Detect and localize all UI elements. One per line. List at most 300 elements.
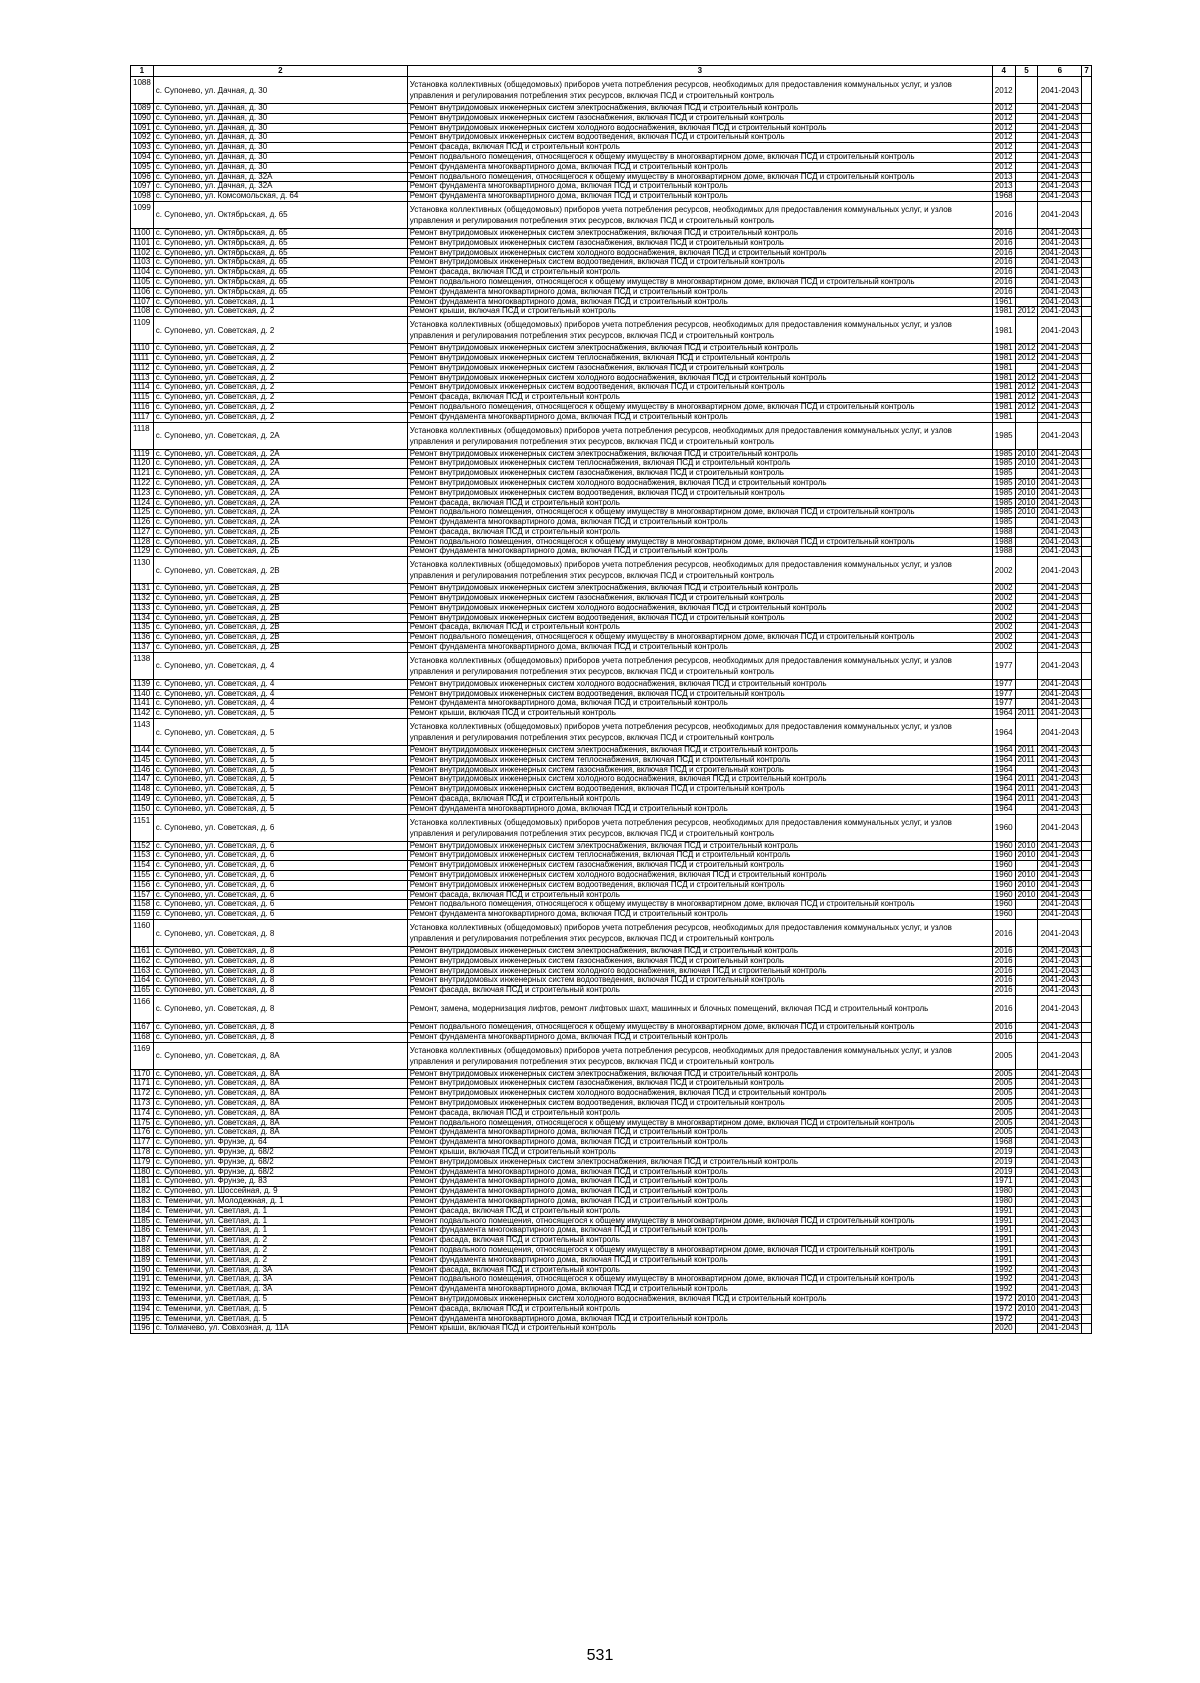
work-cell: Ремонт фасада, включая ПСД и строительный контроль	[407, 268, 992, 278]
empty-cell	[1082, 851, 1091, 861]
work-cell: Ремонт фасада, включая ПСД и строительный контроль	[407, 1108, 992, 1118]
row-number-cell: 1111	[131, 353, 154, 363]
empty-cell	[1082, 594, 1091, 604]
last-repair-year-cell	[1015, 1118, 1038, 1128]
empty-cell	[1082, 584, 1091, 594]
works-table	[130, 65, 1092, 1334]
address-cell: с. Супонево, ул. Октябрьская, д. 65	[153, 277, 407, 287]
work-cell: Установка коллективных (общедомовых) приборов учета потребления ресурсов, необходимых для предоставления коммунальных услуг, и узлов управления и регулирования потребления этих ресурсов, включая ПСД и строительный контроль	[407, 814, 992, 841]
year-built-cell: 1977	[992, 689, 1015, 699]
work-cell: Ремонт внутридомовых инженерных систем водоотведения, включая ПСД и строительный контроль	[407, 689, 992, 699]
last-repair-year-cell	[1015, 123, 1038, 133]
planned-period-cell: 2041-2043	[1038, 1285, 1082, 1295]
empty-cell	[1082, 478, 1091, 488]
last-repair-year-cell: 2012	[1015, 393, 1038, 403]
last-repair-year-cell: 2011	[1015, 746, 1038, 756]
planned-period-cell: 2041-2043	[1038, 633, 1082, 643]
row-number-cell: 1128	[131, 537, 154, 547]
year-built-cell: 1988	[992, 547, 1015, 557]
address-cell: с. Супонево, ул. Советская, д. 2А	[153, 498, 407, 508]
table-row	[131, 113, 1092, 123]
last-repair-year-cell: 2010	[1015, 890, 1038, 900]
row-number-cell: 1141	[131, 699, 154, 709]
year-built-cell: 2002	[992, 633, 1015, 643]
address-cell: с. Супонево, ул. Шоссейная, д. 9	[153, 1187, 407, 1197]
last-repair-year-cell	[1015, 633, 1038, 643]
table-row	[131, 966, 1092, 976]
row-number-cell: 1178	[131, 1147, 154, 1157]
table-row	[131, 1138, 1092, 1148]
header-col-6: 6	[1038, 66, 1082, 77]
empty-cell	[1082, 1167, 1091, 1177]
work-cell: Ремонт внутридомовых инженерных систем водоотведения, включая ПСД и строительный контроль	[407, 133, 992, 143]
table-row	[131, 1216, 1092, 1226]
year-built-cell: 2016	[992, 995, 1015, 1022]
empty-cell	[1082, 393, 1091, 403]
table-row	[131, 920, 1092, 947]
year-built-cell: 1985	[992, 459, 1015, 469]
work-cell: Ремонт крыши, включая ПСД и строительный контроль	[407, 1147, 992, 1157]
row-number-cell: 1104	[131, 268, 154, 278]
year-built-cell: 1968	[992, 1138, 1015, 1148]
table-row	[131, 643, 1092, 653]
last-repair-year-cell	[1015, 133, 1038, 143]
year-built-cell: 1981	[992, 402, 1015, 412]
planned-period-cell: 2041-2043	[1038, 785, 1082, 795]
address-cell: с. Супонево, ул. Советская, д. 2А	[153, 508, 407, 518]
work-cell: Ремонт внутридомовых инженерных систем газоснабжения, включая ПСД и строительный контроль	[407, 238, 992, 248]
year-built-cell: 2019	[992, 1157, 1015, 1167]
address-cell: с. Супонево, ул. Советская, д. 2В	[153, 643, 407, 653]
row-number-cell: 1113	[131, 373, 154, 383]
address-cell: с. Супонево, ул. Советская, д. 5	[153, 719, 407, 746]
row-number-cell: 1098	[131, 192, 154, 202]
table-row	[131, 1275, 1092, 1285]
address-cell: с. Теменичи, ул. Светлая, д. 1	[153, 1206, 407, 1216]
address-cell: с. Супонево, ул. Октябрьская, д. 65	[153, 228, 407, 238]
row-number-cell: 1159	[131, 910, 154, 920]
row-number-cell: 1195	[131, 1314, 154, 1324]
year-built-cell: 1964	[992, 746, 1015, 756]
row-number-cell: 1143	[131, 719, 154, 746]
table-row	[131, 1089, 1092, 1099]
year-built-cell: 1985	[992, 488, 1015, 498]
last-repair-year-cell	[1015, 1167, 1038, 1177]
empty-cell	[1082, 1294, 1091, 1304]
planned-period-cell: 2041-2043	[1038, 393, 1082, 403]
table-row	[131, 133, 1092, 143]
address-cell: с. Супонево, ул. Советская, д. 2В	[153, 594, 407, 604]
table-row	[131, 518, 1092, 528]
work-cell: Ремонт внутридомовых инженерных систем водоотведения, включая ПСД и строительный контроль	[407, 785, 992, 795]
row-number-cell: 1100	[131, 228, 154, 238]
last-repair-year-cell	[1015, 956, 1038, 966]
work-cell: Ремонт внутридомовых инженерных систем теплоснабжения, включая ПСД и строительный контроль	[407, 755, 992, 765]
address-cell: с. Супонево, ул. Советская, д. 6	[153, 851, 407, 861]
empty-cell	[1082, 1138, 1091, 1148]
empty-cell	[1082, 947, 1091, 957]
planned-period-cell: 2041-2043	[1038, 1032, 1082, 1042]
address-cell: с. Супонево, ул. Советская, д. 8	[153, 976, 407, 986]
planned-period-cell: 2041-2043	[1038, 1147, 1082, 1157]
address-cell: с. Супонево, ул. Советская, д. 5	[153, 804, 407, 814]
year-built-cell: 1988	[992, 537, 1015, 547]
page-number: 531	[586, 1647, 614, 1664]
year-built-cell: 1985	[992, 508, 1015, 518]
planned-period-cell: 2041-2043	[1038, 1216, 1082, 1226]
year-built-cell: 1985	[992, 518, 1015, 528]
empty-cell	[1082, 920, 1091, 947]
table-row	[131, 449, 1092, 459]
row-number-cell: 1156	[131, 880, 154, 890]
last-repair-year-cell: 2010	[1015, 508, 1038, 518]
last-repair-year-cell	[1015, 238, 1038, 248]
planned-period-cell: 2041-2043	[1038, 201, 1082, 228]
planned-period-cell: 2041-2043	[1038, 1138, 1082, 1148]
planned-period-cell: 2041-2043	[1038, 1206, 1082, 1216]
planned-period-cell: 2041-2043	[1038, 1275, 1082, 1285]
empty-cell	[1082, 1022, 1091, 1032]
table-row	[131, 1236, 1092, 1246]
last-repair-year-cell	[1015, 317, 1038, 344]
last-repair-year-cell	[1015, 422, 1038, 449]
row-number-cell: 1097	[131, 182, 154, 192]
empty-cell	[1082, 1147, 1091, 1157]
table-row	[131, 307, 1092, 317]
address-cell: с. Супонево, ул. Советская, д. 2В	[153, 623, 407, 633]
empty-cell	[1082, 77, 1091, 104]
planned-period-cell: 2041-2043	[1038, 1022, 1082, 1032]
work-cell: Установка коллективных (общедомовых) приборов учета потребления ресурсов, необходимых для предоставления коммунальных услуг, и узлов управления и регулирования потребления этих ресурсов, включая ПСД и строительный контроль	[407, 719, 992, 746]
empty-cell	[1082, 652, 1091, 679]
address-cell: с. Супонево, ул. Дачная, д. 30	[153, 162, 407, 172]
address-cell: с. Супонево, ул. Дачная, д. 30	[153, 143, 407, 153]
work-cell: Ремонт внутридомовых инженерных систем холодного водоснабжения, включая ПСД и строительный контроль	[407, 966, 992, 976]
planned-period-cell: 2041-2043	[1038, 851, 1082, 861]
planned-period-cell: 2041-2043	[1038, 679, 1082, 689]
empty-cell	[1082, 1196, 1091, 1206]
year-built-cell: 1964	[992, 785, 1015, 795]
address-cell: с. Супонево, ул. Дачная, д. 32А	[153, 182, 407, 192]
work-cell: Ремонт внутридомовых инженерных систем холодного водоснабжения, включая ПСД и строительный контроль	[407, 603, 992, 613]
address-cell: с. Супонево, ул. Советская, д. 2	[153, 383, 407, 393]
year-built-cell: 1960	[992, 900, 1015, 910]
last-repair-year-cell: 2011	[1015, 775, 1038, 785]
work-cell: Ремонт фундамента многоквартирного дома, включая ПСД и строительный контроль	[407, 1177, 992, 1187]
last-repair-year-cell	[1015, 986, 1038, 996]
empty-cell	[1082, 1285, 1091, 1295]
last-repair-year-cell	[1015, 995, 1038, 1022]
row-number-cell: 1137	[131, 643, 154, 653]
table-row	[131, 77, 1092, 104]
year-built-cell: 1985	[992, 469, 1015, 479]
year-built-cell: 2005	[992, 1079, 1015, 1089]
table-row	[131, 594, 1092, 604]
address-cell: с. Супонево, ул. Советская, д. 1	[153, 297, 407, 307]
last-repair-year-cell	[1015, 584, 1038, 594]
table-row	[131, 1304, 1092, 1314]
address-cell: с. Супонево, ул. Советская, д. 2Б	[153, 537, 407, 547]
last-repair-year-cell: 2010	[1015, 1304, 1038, 1314]
last-repair-year-cell	[1015, 172, 1038, 182]
table-row	[131, 584, 1092, 594]
planned-period-cell: 2041-2043	[1038, 1187, 1082, 1197]
planned-period-cell: 2041-2043	[1038, 258, 1082, 268]
address-cell: с. Толмачево, ул. Совхозная, д. 11А	[153, 1324, 407, 1334]
planned-period-cell: 2041-2043	[1038, 880, 1082, 890]
planned-period-cell: 2041-2043	[1038, 268, 1082, 278]
year-built-cell: 2002	[992, 623, 1015, 633]
last-repair-year-cell	[1015, 1098, 1038, 1108]
planned-period-cell: 2041-2043	[1038, 1079, 1082, 1089]
planned-period-cell: 2041-2043	[1038, 277, 1082, 287]
empty-cell	[1082, 228, 1091, 238]
work-cell: Ремонт фундамента многоквартирного дома, включая ПСД и строительный контроль	[407, 1196, 992, 1206]
address-cell: с. Супонево, ул. Дачная, д. 30	[153, 123, 407, 133]
empty-cell	[1082, 143, 1091, 153]
last-repair-year-cell	[1015, 469, 1038, 479]
year-built-cell: 1985	[992, 478, 1015, 488]
row-number-cell: 1182	[131, 1187, 154, 1197]
address-cell: с. Супонево, ул. Советская, д. 2	[153, 412, 407, 422]
planned-period-cell: 2041-2043	[1038, 402, 1082, 412]
work-cell: Ремонт фундамента многоквартирного дома, включая ПСД и строительный контроль	[407, 287, 992, 297]
address-cell: с. Супонево, ул. Советская, д. 8А	[153, 1079, 407, 1089]
work-cell: Ремонт внутридомовых инженерных систем водоотведения, включая ПСД и строительный контроль	[407, 383, 992, 393]
planned-period-cell: 2041-2043	[1038, 182, 1082, 192]
address-cell: с. Супонево, ул. Советская, д. 2	[153, 393, 407, 403]
address-cell: с. Супонево, ул. Советская, д. 8А	[153, 1069, 407, 1079]
planned-period-cell: 2041-2043	[1038, 1245, 1082, 1255]
year-built-cell: 1960	[992, 814, 1015, 841]
row-number-cell: 1191	[131, 1275, 154, 1285]
planned-period-cell: 2041-2043	[1038, 192, 1082, 202]
address-cell: с. Супонево, ул. Советская, д. 6	[153, 861, 407, 871]
row-number-cell: 1094	[131, 152, 154, 162]
table-row	[131, 469, 1092, 479]
planned-period-cell: 2041-2043	[1038, 603, 1082, 613]
row-number-cell: 1188	[131, 1245, 154, 1255]
empty-cell	[1082, 804, 1091, 814]
row-number-cell: 1142	[131, 709, 154, 719]
planned-period-cell: 2041-2043	[1038, 307, 1082, 317]
empty-cell	[1082, 880, 1091, 890]
empty-cell	[1082, 1216, 1091, 1226]
row-number-cell: 1146	[131, 765, 154, 775]
address-cell: с. Теменичи, ул. Светлая, д. 3А	[153, 1275, 407, 1285]
table-row	[131, 1285, 1092, 1295]
address-cell: с. Супонево, ул. Фрунзе, д. 64	[153, 1138, 407, 1148]
last-repair-year-cell	[1015, 113, 1038, 123]
planned-period-cell: 2041-2043	[1038, 871, 1082, 881]
work-cell: Ремонт фундамента многоквартирного дома, включая ПСД и строительный контроль	[407, 1285, 992, 1295]
last-repair-year-cell	[1015, 527, 1038, 537]
table-row	[131, 498, 1092, 508]
year-built-cell: 2002	[992, 584, 1015, 594]
empty-cell	[1082, 192, 1091, 202]
table-row	[131, 422, 1092, 449]
address-cell: с. Супонево, ул. Советская, д. 8	[153, 1022, 407, 1032]
row-number-cell: 1107	[131, 297, 154, 307]
year-built-cell: 1960	[992, 880, 1015, 890]
last-repair-year-cell: 2010	[1015, 871, 1038, 881]
row-number-cell: 1157	[131, 890, 154, 900]
work-cell: Ремонт внутридомовых инженерных систем газоснабжения, включая ПСД и строительный контроль	[407, 765, 992, 775]
year-built-cell: 1985	[992, 449, 1015, 459]
address-cell: с. Супонево, ул. Советская, д. 8	[153, 986, 407, 996]
empty-cell	[1082, 104, 1091, 114]
year-built-cell: 2016	[992, 1032, 1015, 1042]
last-repair-year-cell	[1015, 1245, 1038, 1255]
row-number-cell: 1193	[131, 1294, 154, 1304]
table-row	[131, 785, 1092, 795]
year-built-cell: 1964	[992, 775, 1015, 785]
empty-cell	[1082, 344, 1091, 354]
planned-period-cell: 2041-2043	[1038, 353, 1082, 363]
planned-period-cell: 2041-2043	[1038, 133, 1082, 143]
planned-period-cell: 2041-2043	[1038, 527, 1082, 537]
work-cell: Ремонт подвального помещения, относящегося к общему имуществу в многоквартирном доме, включая ПСД и строительный контроль	[407, 1245, 992, 1255]
work-cell: Ремонт фундамента многоквартирного дома, включая ПСД и строительный контроль	[407, 1128, 992, 1138]
table-row	[131, 652, 1092, 679]
planned-period-cell: 2041-2043	[1038, 123, 1082, 133]
empty-cell	[1082, 353, 1091, 363]
address-cell: с. Супонево, ул. Советская, д. 5	[153, 709, 407, 719]
empty-cell	[1082, 1265, 1091, 1275]
planned-period-cell: 2041-2043	[1038, 699, 1082, 709]
row-number-cell: 1088	[131, 77, 154, 104]
table-row	[131, 547, 1092, 557]
address-cell: с. Супонево, ул. Советская, д. 2Б	[153, 527, 407, 537]
year-built-cell: 2002	[992, 603, 1015, 613]
row-number-cell: 1184	[131, 1206, 154, 1216]
planned-period-cell: 2041-2043	[1038, 841, 1082, 851]
last-repair-year-cell: 2010	[1015, 841, 1038, 851]
last-repair-year-cell: 2010	[1015, 478, 1038, 488]
row-number-cell: 1187	[131, 1236, 154, 1246]
row-number-cell: 1138	[131, 652, 154, 679]
table-row	[131, 1226, 1092, 1236]
row-number-cell: 1161	[131, 947, 154, 957]
row-number-cell: 1150	[131, 804, 154, 814]
work-cell: Ремонт внутридомовых инженерных систем холодного водоснабжения, включая ПСД и строительный контроль	[407, 373, 992, 383]
empty-cell	[1082, 1275, 1091, 1285]
last-repair-year-cell: 2012	[1015, 307, 1038, 317]
last-repair-year-cell	[1015, 1314, 1038, 1324]
address-cell: с. Теменичи, ул. Светлая, д. 2	[153, 1236, 407, 1246]
year-built-cell: 2013	[992, 182, 1015, 192]
table-row	[131, 268, 1092, 278]
row-number-cell: 1179	[131, 1157, 154, 1167]
last-repair-year-cell	[1015, 537, 1038, 547]
work-cell: Ремонт фундамента многоквартирного дома, включая ПСД и строительный контроль	[407, 643, 992, 653]
table-row	[131, 890, 1092, 900]
empty-cell	[1082, 814, 1091, 841]
year-built-cell: 2012	[992, 123, 1015, 133]
row-number-cell: 1105	[131, 277, 154, 287]
year-built-cell: 1981	[992, 412, 1015, 422]
work-cell: Установка коллективных (общедомовых) приборов учета потребления ресурсов, необходимых для предоставления коммунальных услуг, и узлов управления и регулирования потребления этих ресурсов, включая ПСД и строительный контроль	[407, 317, 992, 344]
planned-period-cell: 2041-2043	[1038, 449, 1082, 459]
work-cell: Ремонт внутридомовых инженерных систем теплоснабжения, включая ПСД и строительный контроль	[407, 851, 992, 861]
work-cell: Ремонт фасада, включая ПСД и строительный контроль	[407, 1265, 992, 1275]
table-row	[131, 910, 1092, 920]
address-cell: с. Супонево, ул. Советская, д. 2В	[153, 557, 407, 584]
work-cell: Ремонт внутридомовых инженерных систем водоотведения, включая ПСД и строительный контроль	[407, 1098, 992, 1108]
row-number-cell: 1131	[131, 584, 154, 594]
planned-period-cell: 2041-2043	[1038, 643, 1082, 653]
last-repair-year-cell	[1015, 1265, 1038, 1275]
row-number-cell: 1171	[131, 1079, 154, 1089]
year-built-cell: 1960	[992, 841, 1015, 851]
planned-period-cell: 2041-2043	[1038, 143, 1082, 153]
last-repair-year-cell	[1015, 287, 1038, 297]
table-body	[131, 77, 1092, 1334]
last-repair-year-cell	[1015, 1089, 1038, 1099]
last-repair-year-cell	[1015, 920, 1038, 947]
row-number-cell: 1176	[131, 1128, 154, 1138]
planned-period-cell: 2041-2043	[1038, 804, 1082, 814]
row-number-cell: 1119	[131, 449, 154, 459]
work-cell: Ремонт фасада, включая ПСД и строительный контроль	[407, 393, 992, 403]
empty-cell	[1082, 172, 1091, 182]
table-row	[131, 1294, 1092, 1304]
planned-period-cell: 2041-2043	[1038, 518, 1082, 528]
planned-period-cell: 2041-2043	[1038, 383, 1082, 393]
work-cell: Ремонт фундамента многоквартирного дома, включая ПСД и строительный контроль	[407, 182, 992, 192]
last-repair-year-cell	[1015, 643, 1038, 653]
year-built-cell: 1981	[992, 393, 1015, 403]
planned-period-cell: 2041-2043	[1038, 613, 1082, 623]
planned-period-cell: 2041-2043	[1038, 775, 1082, 785]
year-built-cell: 2020	[992, 1324, 1015, 1334]
planned-period-cell: 2041-2043	[1038, 104, 1082, 114]
table-row	[131, 459, 1092, 469]
empty-cell	[1082, 1314, 1091, 1324]
empty-cell	[1082, 1157, 1091, 1167]
row-number-cell: 1172	[131, 1089, 154, 1099]
empty-cell	[1082, 986, 1091, 996]
empty-cell	[1082, 746, 1091, 756]
work-cell: Ремонт фундамента многоквартирного дома, включая ПСД и строительный контроль	[407, 518, 992, 528]
work-cell: Ремонт подвального помещения, относящегося к общему имуществу в многоквартирном доме, включая ПСД и строительный контроль	[407, 508, 992, 518]
planned-period-cell: 2041-2043	[1038, 709, 1082, 719]
year-built-cell: 1960	[992, 851, 1015, 861]
table-row	[131, 1314, 1092, 1324]
year-built-cell: 1981	[992, 307, 1015, 317]
empty-cell	[1082, 900, 1091, 910]
table-row	[131, 880, 1092, 890]
empty-cell	[1082, 633, 1091, 643]
planned-period-cell: 2041-2043	[1038, 986, 1082, 996]
address-cell: с. Теменичи, ул. Светлая, д. 5	[153, 1314, 407, 1324]
row-number-cell: 1164	[131, 976, 154, 986]
empty-cell	[1082, 402, 1091, 412]
table-row	[131, 488, 1092, 498]
empty-cell	[1082, 785, 1091, 795]
planned-period-cell: 2041-2043	[1038, 1177, 1082, 1187]
empty-cell	[1082, 1236, 1091, 1246]
row-number-cell: 1106	[131, 287, 154, 297]
work-cell: Ремонт внутридомовых инженерных систем теплоснабжения, включая ПСД и строительный контроль	[407, 459, 992, 469]
row-number-cell: 1103	[131, 258, 154, 268]
last-repair-year-cell	[1015, 152, 1038, 162]
last-repair-year-cell	[1015, 804, 1038, 814]
work-cell: Установка коллективных (общедомовых) приборов учета потребления ресурсов, необходимых для предоставления коммунальных услуг, и узлов управления и регулирования потребления этих ресурсов, включая ПСД и строительный контроль	[407, 652, 992, 679]
empty-cell	[1082, 623, 1091, 633]
table-row	[131, 1098, 1092, 1108]
planned-period-cell: 2041-2043	[1038, 1108, 1082, 1118]
